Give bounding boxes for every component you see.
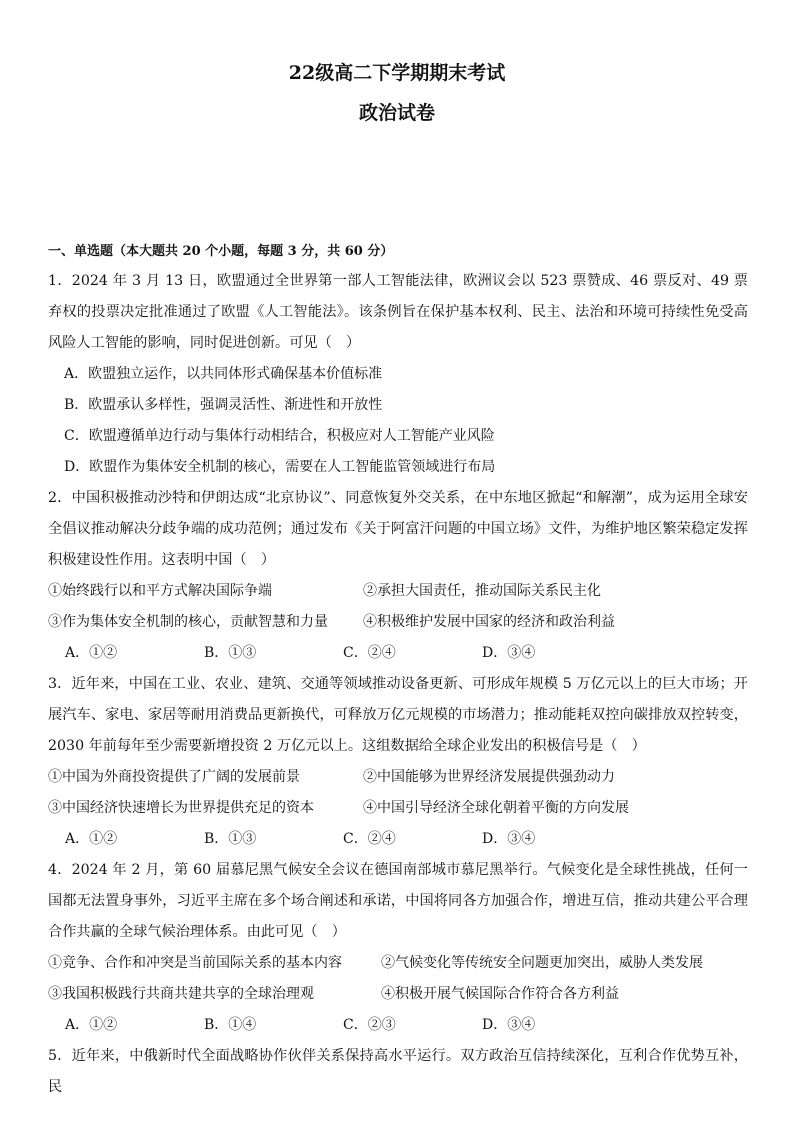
choice-d: D．③④: [482, 1017, 536, 1033]
choice-a: A．①②: [65, 831, 118, 847]
question-stem: 2．中国积极推动沙特和伊朗达成“北京协议”、同意恢复外交关系，在中东地区掀起“和解潮”，成为运用全球安全倡议推动解决分歧争端的成功范例；通过发布《关于阿富汗问题的中国立场》文件，为维护地区繁荣稳定发挥积极建设性作用。这表明中国（ ）: [48, 490, 748, 568]
statement-2: ②中国能够为世界经济发展提供强劲动力: [363, 769, 615, 785]
statement-row: [48, 979, 748, 1010]
statement-4: ④积极开展气候国际合作符合各方利益: [381, 986, 619, 1002]
exam-subtitle: 政治试卷: [358, 102, 435, 124]
statement-4: ④积极维护发展中国家的经济和政治利益: [363, 614, 615, 630]
question-stem: 5．近年来，中俄新时代全面战略协作伙伴关系保持高水平运行。双方政治互信持续深化，互利合作优势互补，民: [48, 1048, 748, 1095]
choice-c: C．②④: [343, 831, 396, 847]
statement-row: [48, 576, 748, 607]
question-1: [48, 266, 748, 483]
choice-a: A．①②: [65, 1017, 118, 1033]
choice-row: [48, 1010, 748, 1041]
statement-4: ④中国引导经济全球化朝着平衡的方向发展: [363, 800, 629, 816]
choice-d: D．③④: [482, 645, 536, 661]
option-a: A．欧盟独立运作，以共同体形式确保基本价值标准: [64, 366, 383, 382]
section-header: 一、单选题（本大题共 20 个小题，每题 3 分，共 60 分）: [48, 244, 394, 259]
statement-3: ③作为集体安全机制的核心，贡献智慧和力量: [48, 614, 328, 630]
statement-3: ③我国积极践行共商共建共享的全球治理观: [48, 986, 314, 1002]
statement-2: ②承担大国责任，推动国际关系民主化: [363, 583, 601, 599]
statement-2: ②气候变化等传统安全问题更加突出，威胁人类发展: [381, 955, 703, 971]
question-4: [48, 855, 748, 1041]
choice-c: C．②④: [343, 645, 396, 661]
statement-row: [48, 793, 748, 824]
statement-row: [48, 607, 748, 638]
statement-3: ③中国经济快速增长为世界提供充足的资本: [48, 800, 314, 816]
questions-list: [48, 266, 748, 1103]
choice-d: D．③④: [482, 831, 536, 847]
option-b: B．欧盟承认多样性，强调灵活性、渐进性和开放性: [64, 397, 383, 413]
question-3: [48, 669, 748, 855]
question-stem: 3．近年来，中国在工业、农业、建筑、交通等领域推动设备更新、可形成年规模 5 万亿元以上的巨大市场；开展汽车、家电、家居等耐用消费品更新换代，可释放万亿元规模的市场潜力；推动能耗双控向碳排放双控转变，2030 年前每年至少需要新增投资 2 万亿元以上。这组数据给全球企业发出的积极信号是（ ）: [48, 676, 748, 754]
option-c: C．欧盟遵循单边行动与集体行动相结合，积极应对人工智能产业风险: [64, 428, 495, 444]
choice-a: A．①②: [65, 645, 118, 661]
choice-b: B．①④: [204, 1017, 257, 1033]
statement-row: [48, 762, 748, 793]
question-5: [48, 1041, 748, 1103]
choice-b: B．①③: [204, 645, 257, 661]
statement-1: ①竞争、合作和冲突是当前国际关系的基本内容: [48, 955, 342, 971]
statement-1: ①始终践行以和平方式解决国际争端: [48, 583, 272, 599]
statement-1: ①中国为外商投资提供了广阔的发展前景: [48, 769, 300, 785]
exam-title: 22级高二下学期期末考试: [288, 62, 506, 84]
option-d: D．欧盟作为集体安全机制的核心，需要在人工智能监管领域进行布局: [64, 459, 496, 475]
statement-row: [48, 948, 748, 979]
choice-row: [48, 824, 748, 855]
choice-c: C．②③: [343, 1017, 396, 1033]
question-stem: 4．2024 年 2 月，第 60 届慕尼黑气候安全会议在德国南部城市慕尼黑举行。气候变化是全球性挑战，任何一国都无法置身事外，习近平主席在多个场合阐述和承诺，中国将同各方加强合作，增进互信，推动共建公平合理合作共赢的全球气候治理体系。由此可见（ ）: [48, 862, 748, 940]
choice-row: [48, 638, 748, 669]
question-stem: 1．2024 年 3 月 13 日，欧盟通过全世界第一部人工智能法律，欧洲议会以 523 票赞成、46 票反对、49 票弃权的投票决定批准通过了欧盟《人工智能法》。该条例旨在保护基本权利、民主、法治和环境可持续性免受高风险人工智能的影响，同时促进创新。可见（ ）: [48, 273, 748, 351]
question-2: [48, 483, 748, 669]
choice-b: B．①③: [204, 831, 257, 847]
